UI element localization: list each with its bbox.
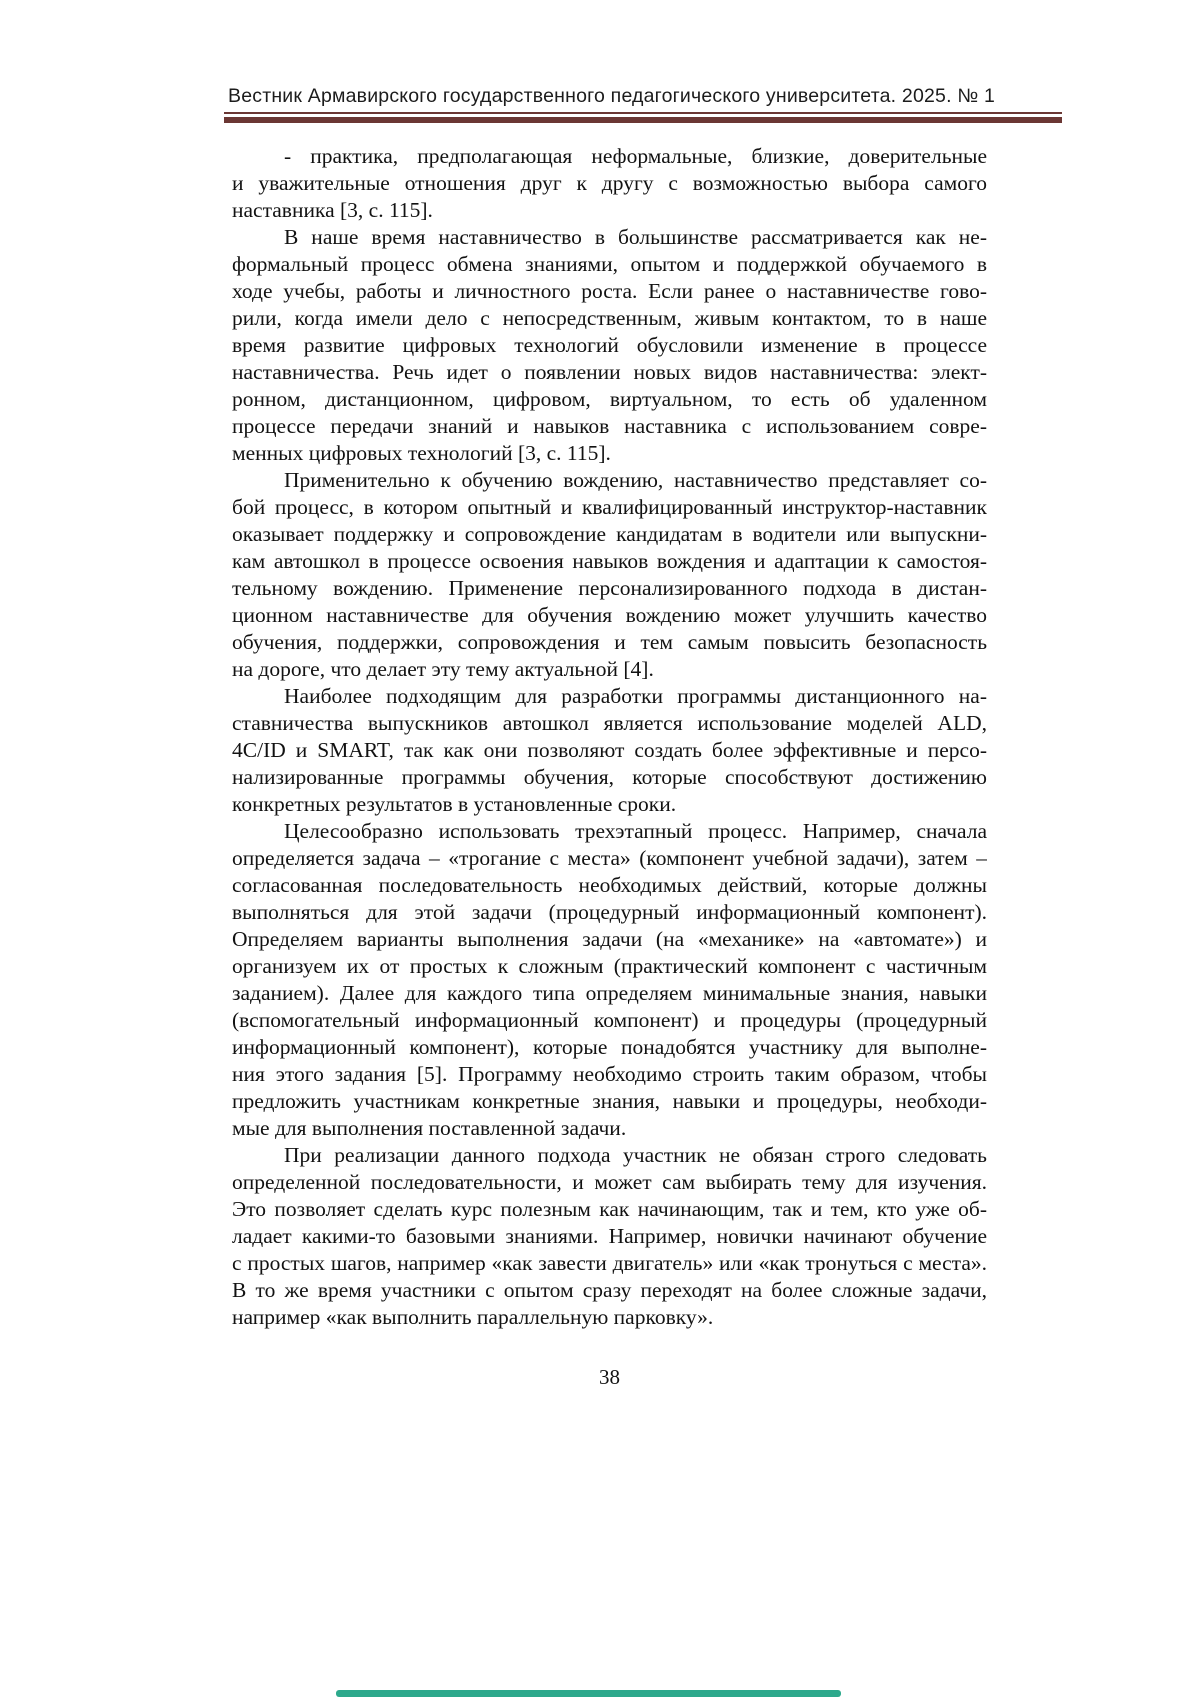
paragraph [232,143,987,224]
text-line: обучения, поддержки, сопровождения и тем самым повысить безопасность [232,630,987,654]
text-line: информационный компонент), которые понадобятся участнику для выполне- [232,1035,987,1059]
text-line: наставничества. Речь идет о появлении новых видов наставничества: элект- [232,360,987,384]
text-line: ционном наставничестве для обучения вождению может улучшить качество [232,603,987,627]
text-line: ладает какими-то базовыми знаниями. Например, новички начинают обучение [232,1224,987,1248]
text-line: рили, когда имели дело с непосредственным, живым контактом, то в наше [232,306,987,330]
text-line: Это позволяет сделать курс полезным как начинающим, так и тем, кто уже об- [232,1197,987,1221]
text-line: время развитие цифровых технологий обусловили изменение в процессе [232,333,987,357]
text-line: Целесообразно использовать трехэтапный процесс. Например, сначала [284,819,987,843]
text-line: тельному вождению. Применение персонализированного подхода в дистан- [232,576,987,600]
header-rule-thick-line [224,117,1062,123]
text-line: Применительно к обучению вождению, наставничество представляет со- [284,468,987,492]
text-line: ставничества выпускников автошкол является использование моделей ALD, [232,711,987,735]
text-line: на дороге, что делает эту тему актуальной [4]. [232,657,654,681]
text-line: заданием). Далее для каждого типа определяем минимальные знания, навыки [232,981,987,1005]
text-line: процессе передачи знаний и навыков наставника с использованием совре- [232,414,987,438]
paragraph [232,224,987,467]
text-line: оказывает поддержку и сопровождение кандидатам в водители или выпускни- [232,522,987,546]
text-line: например «как выполнить параллельную парковку». [232,1305,714,1329]
paragraph [232,1142,987,1331]
text-line: определяется задача – «трогание с места» (компонент учебной задачи), затем – [232,846,987,870]
text-line: - практика, предполагающая неформальные, близкие, доверительные [284,144,987,168]
text-line: выполняться для этой задачи (процедурный информационный компонент). [232,900,987,924]
text-line: нализированные программы обучения, которые способствуют достижению [232,765,987,789]
text-line: В наше время наставничество в большинстве рассматривается как не- [284,225,987,249]
paragraph [232,683,987,818]
text-line: определенной последовательности, и может сам выбирать тему для изучения. [232,1170,987,1194]
text-line: ронном, дистанционном, цифровом, виртуальном, то есть об удаленном [232,387,987,411]
text-line: бой процесс, в котором опытный и квалифицированный инструктор-наставник [232,495,987,519]
text-line: мые для выполнения поставленной задачи. [232,1116,627,1140]
text-line: организуем их от простых к сложным (практический компонент с частичным [232,954,987,978]
header-divider-rule [224,112,1062,123]
text-line: наставника [3, с. 115]. [232,198,433,222]
text-line: с простых шагов, например «как завести двигатель» или «как тронуться с места». [232,1251,987,1275]
text-line: предложить участникам конкретные знания, навыки и процедуры, необходи- [232,1089,987,1113]
paragraph [232,467,987,683]
text-line: согласованная последовательность необходимых действий, которые должны [232,873,987,897]
text-line: При реализации данного подхода участник не обязан строго следовать [284,1143,987,1167]
text-line: ходе учебы, работы и личностного роста. Если ранее о наставничестве гово- [232,279,987,303]
text-line: Определяем варианты выполнения задачи (на «механике» на «автомате») и [232,927,987,951]
running-head-journal-title: Вестник Армавирского государственного педагогического университета. 2025. № 1 [228,85,996,107]
text-line: и уважительные отношения друг к другу с возможностью выбора самого [232,171,987,195]
paragraph [232,818,987,1142]
bottom-accent-bar [336,1690,841,1697]
text-line: ния этого задания [5]. Программу необходимо строить таким образом, чтобы [232,1062,987,1086]
text-line: 4C/ID и SMART, так как они позволяют создать более эффективные и персо- [232,738,987,762]
text-line: кам автошкол в процессе освоения навыков вождения и адаптации к самостоя- [232,549,987,573]
text-line: менных цифровых технологий [3, с. 115]. [232,441,611,465]
text-line: (вспомогательный информационный компонент) и процедуры (процедурный [232,1008,987,1032]
text-line: Наиболее подходящим для разработки программы дистанционного на- [284,684,987,708]
text-line: В то же время участники с опытом сразу переходят на более сложные задачи, [232,1278,987,1302]
text-line: конкретных результатов в установленные сроки. [232,792,677,816]
text-line: формальный процесс обмена знаниями, опытом и поддержкой обучаемого в [232,252,987,276]
page-number: 38 [599,1365,620,1389]
article-body [232,143,987,1331]
